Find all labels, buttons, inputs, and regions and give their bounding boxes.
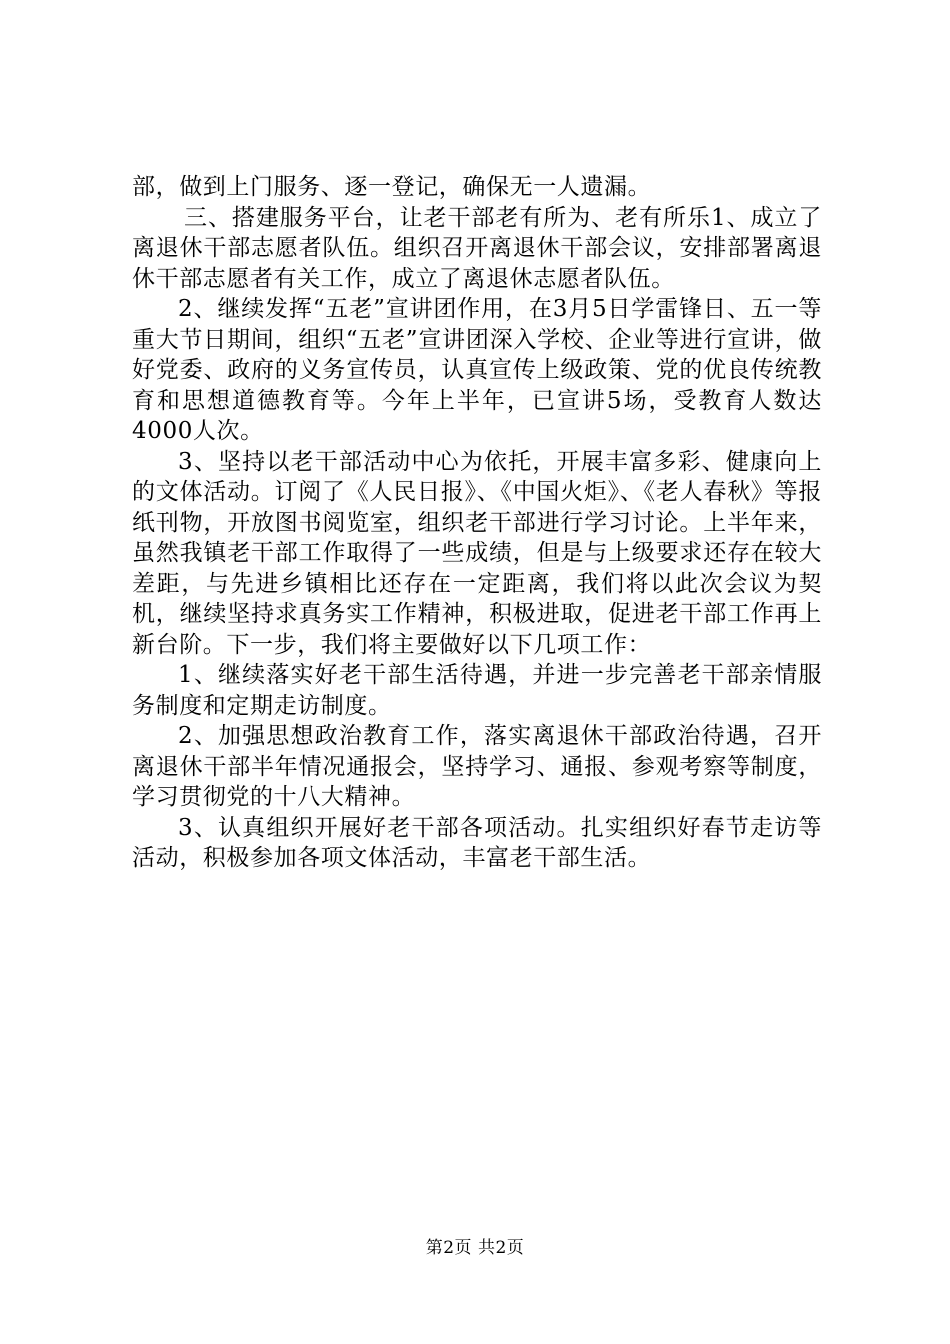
paragraph-next-step-3: 3、认真组织开展好老干部各项活动。扎实组织好春节走访等活动，积极参加各项文体活动，丰富老干部生活。 <box>132 814 822 871</box>
paragraph-continuation: 部，做到上门服务、逐一登记，确保无一人遗漏。 <box>132 174 652 200</box>
paragraph-item-2: 2、继续发挥“五老”宣讲团作用，在3月5日学雷锋日、五一等重大节日期间，组织“五老”宣讲团深入学校、企业等进行宣讲，做好党委、政府的义务宣传员，认真宣传上级政策、党的优良传统教育和思想道德教育等。今年上半年，已宣讲5场，受教育人数达4000人次。 <box>132 296 822 444</box>
page-number-footer: 第2页 共2页 <box>425 1238 525 1258</box>
paragraph-item-3: 3、坚持以老干部活动中心为依托，开展丰富多彩、健康向上的文体活动。订阅了《人民日报》、《中国火炬》、《老人春秋》等报纸刊物，开放图书阅览室，组织老干部进行学习讨论。上半年来，虽然我镇老干部工作取得了一些成绩，但是与上级要求还存在较大差距，与先进乡镇相比还存在一定距离，我们将以此次会议为契机，继续坚持求真务实工作精神，积极进取，促进老干部工作再上新台阶。下一步，我们将主要做好以下几项工作： <box>132 448 822 658</box>
paragraph-next-step-1: 1、继续落实好老干部生活待遇，并进一步完善老干部亲情服务制度和定期走访制度。 <box>132 662 822 719</box>
paragraph-section-three: 三、搭建服务平台，让老干部老有所为、老有所乐1、成立了离退休干部志愿者队伍。组织召开离退休干部会议，安排部署离退休干部志愿者有关工作，成立了离退休志愿者队伍。 <box>132 204 822 292</box>
paragraph-next-step-2: 2、加强思想政治教育工作，落实离退休干部政治待遇，召开离退休干部半年情况通报会，坚持学习、通报、参观考察等制度，学习贯彻党的十八大精神。 <box>132 723 822 810</box>
document-body <box>132 172 822 874</box>
